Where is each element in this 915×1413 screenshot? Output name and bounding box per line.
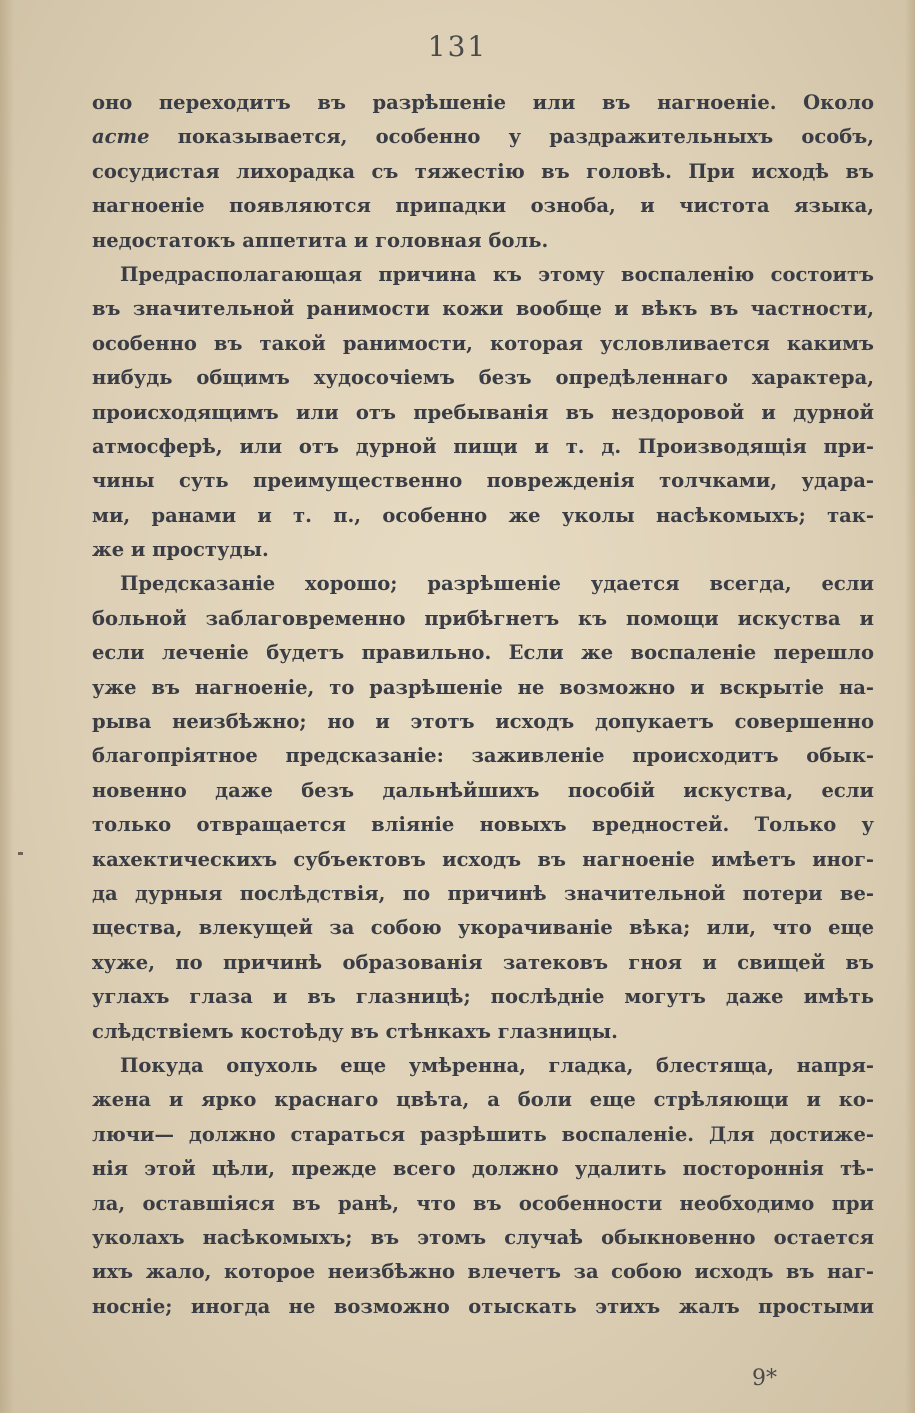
- text-line: уколахъ насѣкомыхъ; въ этомъ случаѣ обыкновенно остается: [92, 1225, 874, 1249]
- page-number: 131: [427, 30, 488, 63]
- text-line: носніе; иногда не возможно отыскать этихъ жалъ простыми: [92, 1294, 874, 1318]
- body-text: [92, 86, 874, 1324]
- text-line: да дурныя послѣдствія, по причинѣ значительной потери ве-: [92, 881, 874, 905]
- text-line: щества, влекущей за собою укорачиваніе вѣка; или, что еще: [92, 916, 874, 940]
- text-line: углахъ глаза и въ глазницѣ; послѣдніе могутъ даже имѣть: [92, 985, 874, 1009]
- signature-mark: 9*: [752, 1366, 777, 1391]
- text-line: нибудь общимъ худосочіемъ безъ опредѣленнаго характера,: [92, 366, 874, 390]
- margin-speck: [18, 852, 23, 855]
- text-line: атмосферѣ, или отъ дурной пищи и т. д. Производящія при-: [92, 434, 874, 458]
- page-edge-shadow-right: [905, 0, 915, 1413]
- text-line: сосудистая лихорадка съ тяжестію въ головѣ. При исходѣ въ: [92, 159, 874, 183]
- italic-term: acme: [92, 125, 150, 149]
- text-line: нія этой цѣли, прежде всего должно удалить постороннія тѣ-: [92, 1157, 874, 1181]
- text-line: больной заблаговременно прибѣгнетъ къ помощи искуства и: [92, 606, 874, 630]
- text-line: особенно въ такой ранимости, которая условливается какимъ: [92, 331, 874, 355]
- text-line: недостатокъ аппетита и головная боль.: [92, 228, 549, 252]
- paragraph-start: Покуда опухоль еще умѣренна, гладка, блестяща, напря-: [120, 1053, 874, 1077]
- text-line: новенно даже безъ дальнѣйшихъ пособій искуства, если: [92, 778, 874, 802]
- text-line: же и простуды.: [92, 538, 269, 562]
- text-line: оно переходитъ въ разрѣшеніе или въ нагноеніе. Около: [92, 91, 874, 114]
- text-line: слѣдствіемъ костоѣду въ стѣнкахъ глазницы.: [92, 1019, 618, 1043]
- text-line: кахектическихъ субъектовъ исходъ въ нагноеніе имѣетъ иног-: [92, 847, 874, 871]
- text-line: въ значительной ранимости кожи вообще и вѣкъ въ частности,: [92, 297, 874, 321]
- text-line: чины суть преимущественно поврежденія толчками, удара-: [92, 469, 874, 493]
- text-line: хуже, по причинѣ образованія затековъ гноя и свищей въ: [92, 950, 874, 974]
- text-line: ла, оставшіяся въ ранѣ, что въ особенности необходимо при: [92, 1191, 874, 1215]
- text-line: только отвращается вліяніе новыхъ вредностей. Только у: [92, 813, 874, 837]
- text-line: рыва неизбѣжно; но и этотъ исходъ допукаетъ совершенно: [92, 710, 874, 734]
- paragraph-start: Предсказаніе хорошо; разрѣшеніе удается всегда, если: [120, 572, 874, 596]
- text-line: если леченіе будетъ правильно. Если же воспаленіе перешло: [92, 641, 874, 665]
- text-line: происходящимъ или отъ пребыванія въ нездоровой и дурной: [92, 400, 874, 424]
- text-line: жена и ярко краснаго цвѣта, а боли еще стрѣляющи и ко-: [92, 1088, 874, 1112]
- text-line: ми, ранами и т. п., особенно же уколы насѣкомыхъ; так-: [92, 503, 874, 527]
- text-line: лючи— должно стараться разрѣшить воспаленіе. Для достиже-: [92, 1122, 874, 1146]
- page-edge-shadow-left: [0, 0, 14, 1413]
- text-line: уже въ нагноеніе, то разрѣшеніе не возможно и вскрытіе на-: [92, 675, 874, 699]
- text-line: благопріятное предсказаніе: заживленіе происходитъ обык-: [92, 744, 874, 768]
- text-line: нагноеніе появляются припадки озноба, и чистота языка,: [92, 194, 874, 218]
- text-span: показывается, особенно у раздражительныхъ особъ,: [149, 125, 874, 149]
- text-line: [92, 120, 874, 154]
- text-line: ихъ жало, которое неизбѣжно влечетъ за собою исходъ въ наг-: [92, 1260, 874, 1284]
- paragraph-start: Предрасполагающая причина къ этому воспаленію состоитъ: [120, 262, 874, 286]
